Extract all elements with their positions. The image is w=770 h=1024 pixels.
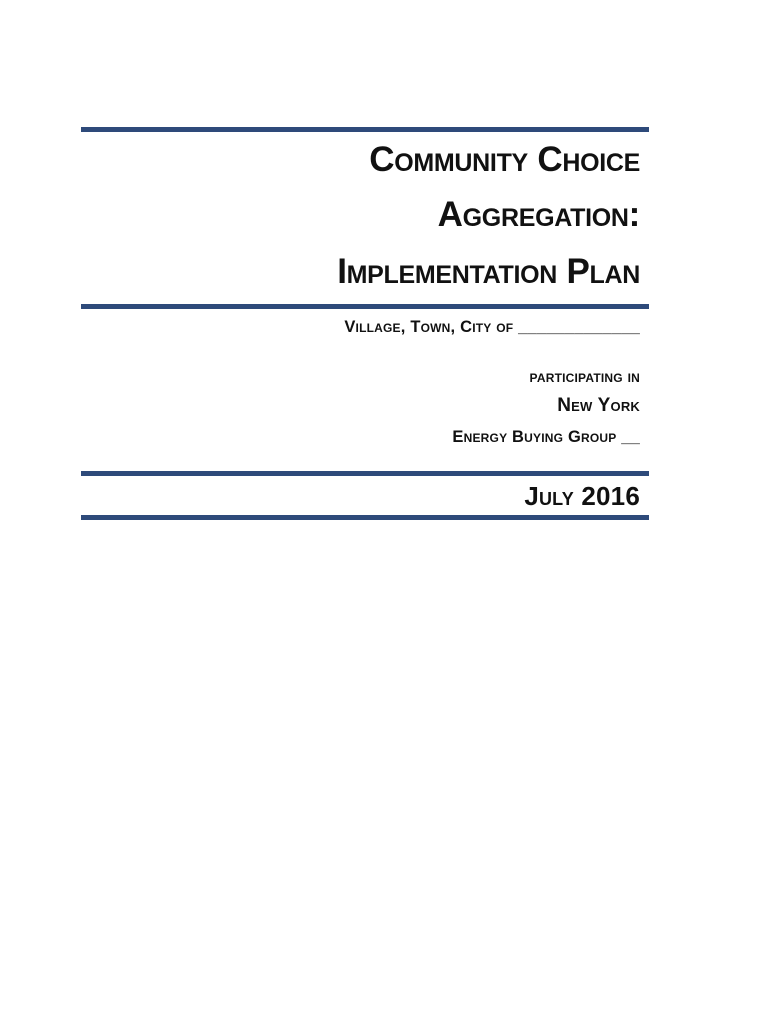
state-name: New York — [557, 395, 640, 416]
title-line-1: Community Choice — [369, 140, 640, 179]
title-line-2: Aggregation: — [437, 195, 640, 234]
document-date: July 2016 — [524, 481, 640, 511]
title-divider — [81, 304, 649, 309]
municipality-line: Village, Town, City of _____________ — [344, 318, 640, 336]
date-top-divider — [81, 471, 649, 476]
title-line-3: Implementation Plan — [337, 252, 640, 291]
top-divider — [81, 127, 649, 132]
buying-group-line: Energy Buying Group __ — [452, 428, 640, 446]
participating-label: participating in — [529, 368, 640, 386]
date-bottom-divider — [81, 515, 649, 520]
